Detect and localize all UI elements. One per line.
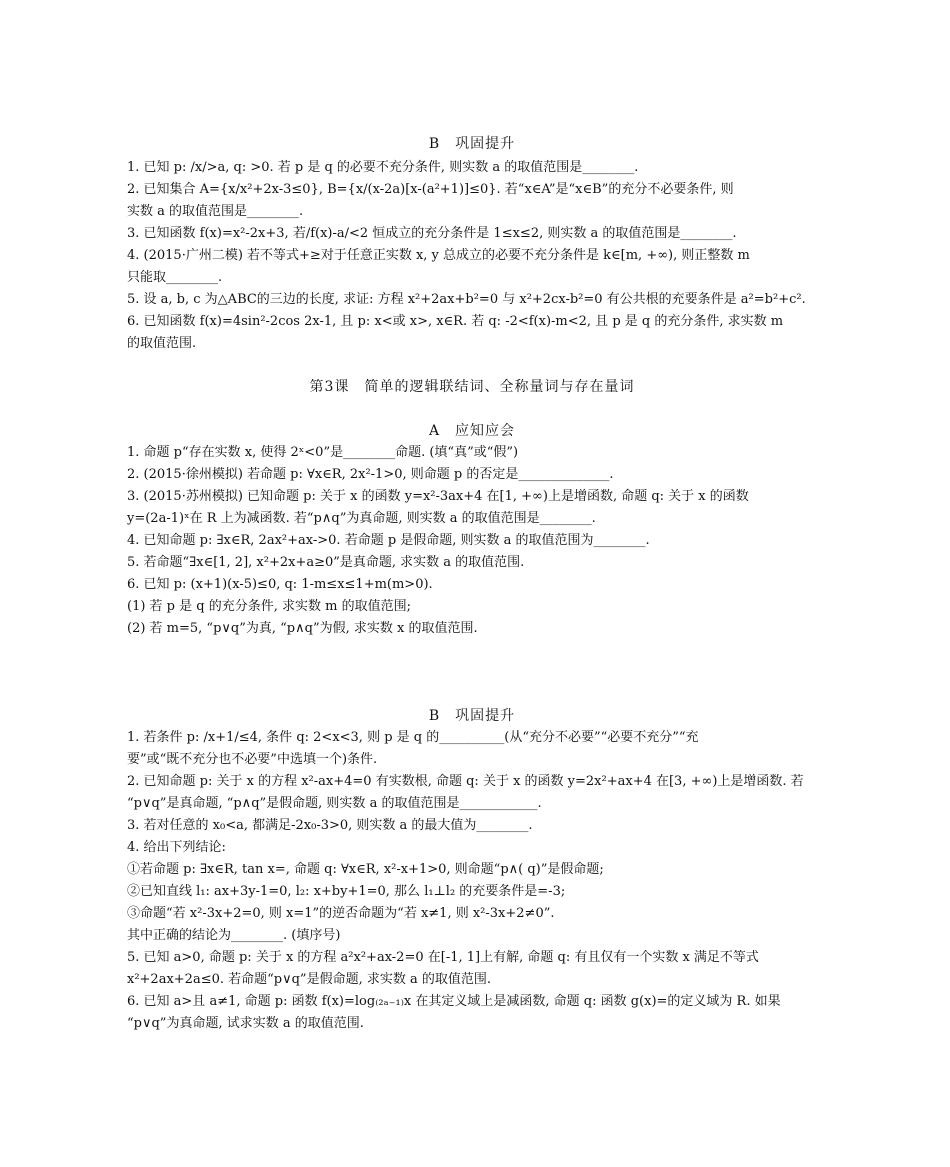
lesson-title: 第3课 简单的逻辑联结词、全称量词与存在量词	[309, 379, 635, 395]
problem-line: 5. 设 a, b, c 为△ABC的三边的长度, 求证: 方程 x²+2ax+b²=0 与 x²+2cx-b²=0 有公共根的充要条件是 a²=b²+c².	[127, 292, 806, 307]
problem-line: 1. 命题 p“存在实数 x, 使得 2ˣ<0”是________命题. (填“真”或“假”)	[127, 445, 519, 460]
problem-line: 5. 若命题“∃x∈[1, 2], x²+2x+a≥0”是真命题, 求实数 a 的取值范围.	[127, 555, 525, 570]
problem-line: 2. 已知命题 p: 关于 x 的方程 x²-ax+4=0 有实数根, 命题 q: 关于 x 的函数 y=2x²+ax+4 在[3, +∞)上是增函数. 若	[127, 774, 804, 789]
problem-line: ①若命题 p: ∃x∈R, tan x=, 命题 q: ∀x∈R, x²-x+1>0, 则命题“p∧( q)”是假命题;	[127, 862, 604, 877]
problem-line: 3. 已知函数 f(x)=x²-2x+3, 若/f(x)-a/<2 恒成立的充分条件是 1≤x≤2, 则实数 a 的取值范围是________.	[127, 226, 737, 241]
problem-line: 3. (2015·苏州模拟) 已知命题 p: 关于 x 的函数 y=x²-3ax+4 在[1, +∞)上是增函数, 命题 q: 关于 x 的函数	[127, 489, 749, 504]
problem-line: 6. 已知函数 f(x)=4sin²-2cos 2x-1, 且 p: x<或 x>, x∈R. 若 q: -2<f(x)-m<2, 且 p 是 q 的充分条件, 求实数 m	[127, 314, 784, 329]
section-heading-consolidation-1: B 巩固提升	[428, 136, 516, 152]
problem-line: y=(2a-1)ˣ在 R 上为减函数. 若“p∧q”为真命题, 则实数 a 的取值范围是________.	[127, 511, 596, 526]
problem-line: (1) 若 p 是 q 的充分条件, 求实数 m 的取值范围;	[127, 599, 411, 614]
problem-line: 4. (2015·广州二模) 若不等式+≥对于任意正实数 x, y 总成立的必要不充分条件是 k∈[m, +∞), 则正整数 m	[127, 248, 750, 263]
problem-line: 3. 若对任意的 x₀<a, 都满足-2x₀-3>0, 则实数 a 的最大值为________.	[127, 818, 533, 833]
problem-line: 4. 给出下列结论:	[127, 840, 226, 855]
problem-line: 6. 已知 p: (x+1)(x-5)≤0, q: 1-m≤x≤1+m(m>0).	[127, 577, 433, 592]
problem-line: “p∨q”是真命题, “p∧q”是假命题, 则实数 a 的取值范围是____________.	[127, 796, 542, 811]
problem-line: x²+2ax+2a≤0. 若命题“p∨q”是假命题, 求实数 a 的取值范围.	[127, 972, 491, 987]
problem-line: 1. 若条件 p: /x+1/≤4, 条件 q: 2<x<3, 则 p 是 q 的__________(从“充分不必要”“必要不充分”“充	[127, 730, 699, 745]
problem-line: “p∨q”为真命题, 试求实数 a 的取值范围.	[127, 1016, 364, 1031]
problem-line: 2. 已知集合 A={x/x²+2x-3≤0}, B={x/(x-2a)[x-(a²+1)]≤0}. 若“x∈A”是“x∈B”的充分不必要条件, 则	[127, 182, 734, 197]
problem-line: 其中正确的结论为________. (填序号)	[127, 928, 341, 943]
problem-line: 6. 已知 a>且 a≠1, 命题 p: 函数 f(x)=log₍₂ₐ₋₁₎x 在其定义域上是减函数, 命题 q: 函数 g(x)=的定义域为 R. 如果	[127, 994, 781, 1009]
problem-line: 1. 已知 p: /x/>a, q: >0. 若 p 是 q 的必要不充分条件, 则实数 a 的取值范围是________.	[127, 160, 639, 175]
problem-line: 的取值范围.	[127, 336, 197, 351]
problem-line: 实数 a 的取值范围是________.	[127, 204, 304, 219]
problem-line: 4. 已知命题 p: ∃x∈R, 2ax²+ax->0. 若命题 p 是假命题, 则实数 a 的取值范围为________.	[127, 533, 650, 548]
problem-line: ③命题“若 x²-3x+2=0, 则 x=1”的逆否命题为“若 x≠1, 则 x²-3x+2≠0”.	[127, 906, 555, 921]
problem-line: 要”或“既不充分也不必要”中选填一个)条件.	[127, 752, 378, 767]
problem-line: 只能取________.	[127, 270, 223, 285]
problem-line: 2. (2015·徐州模拟) 若命题 p: ∀x∈R, 2x²-1>0, 则命题 p 的否定是______________.	[127, 467, 614, 482]
problem-line: 5. 已知 a>0, 命题 p: 关于 x 的方程 a²x²+ax-2=0 在[-1, 1]上有解, 命题 q: 有且仅有一个实数 x 满足不等式	[127, 950, 759, 965]
problem-line: (2) 若 m=5, “p∨q”为真, “p∧q”为假, 求实数 x 的取值范围.	[127, 621, 478, 636]
section-heading-basic: A 应知应会	[428, 423, 516, 439]
problem-line: ②已知直线 l₁: ax+3y-1=0, l₂: x+by+1=0, 那么 l₁⊥l₂ 的充要条件是=-3;	[127, 884, 566, 899]
section-heading-consolidation-2: B 巩固提升	[428, 708, 516, 724]
